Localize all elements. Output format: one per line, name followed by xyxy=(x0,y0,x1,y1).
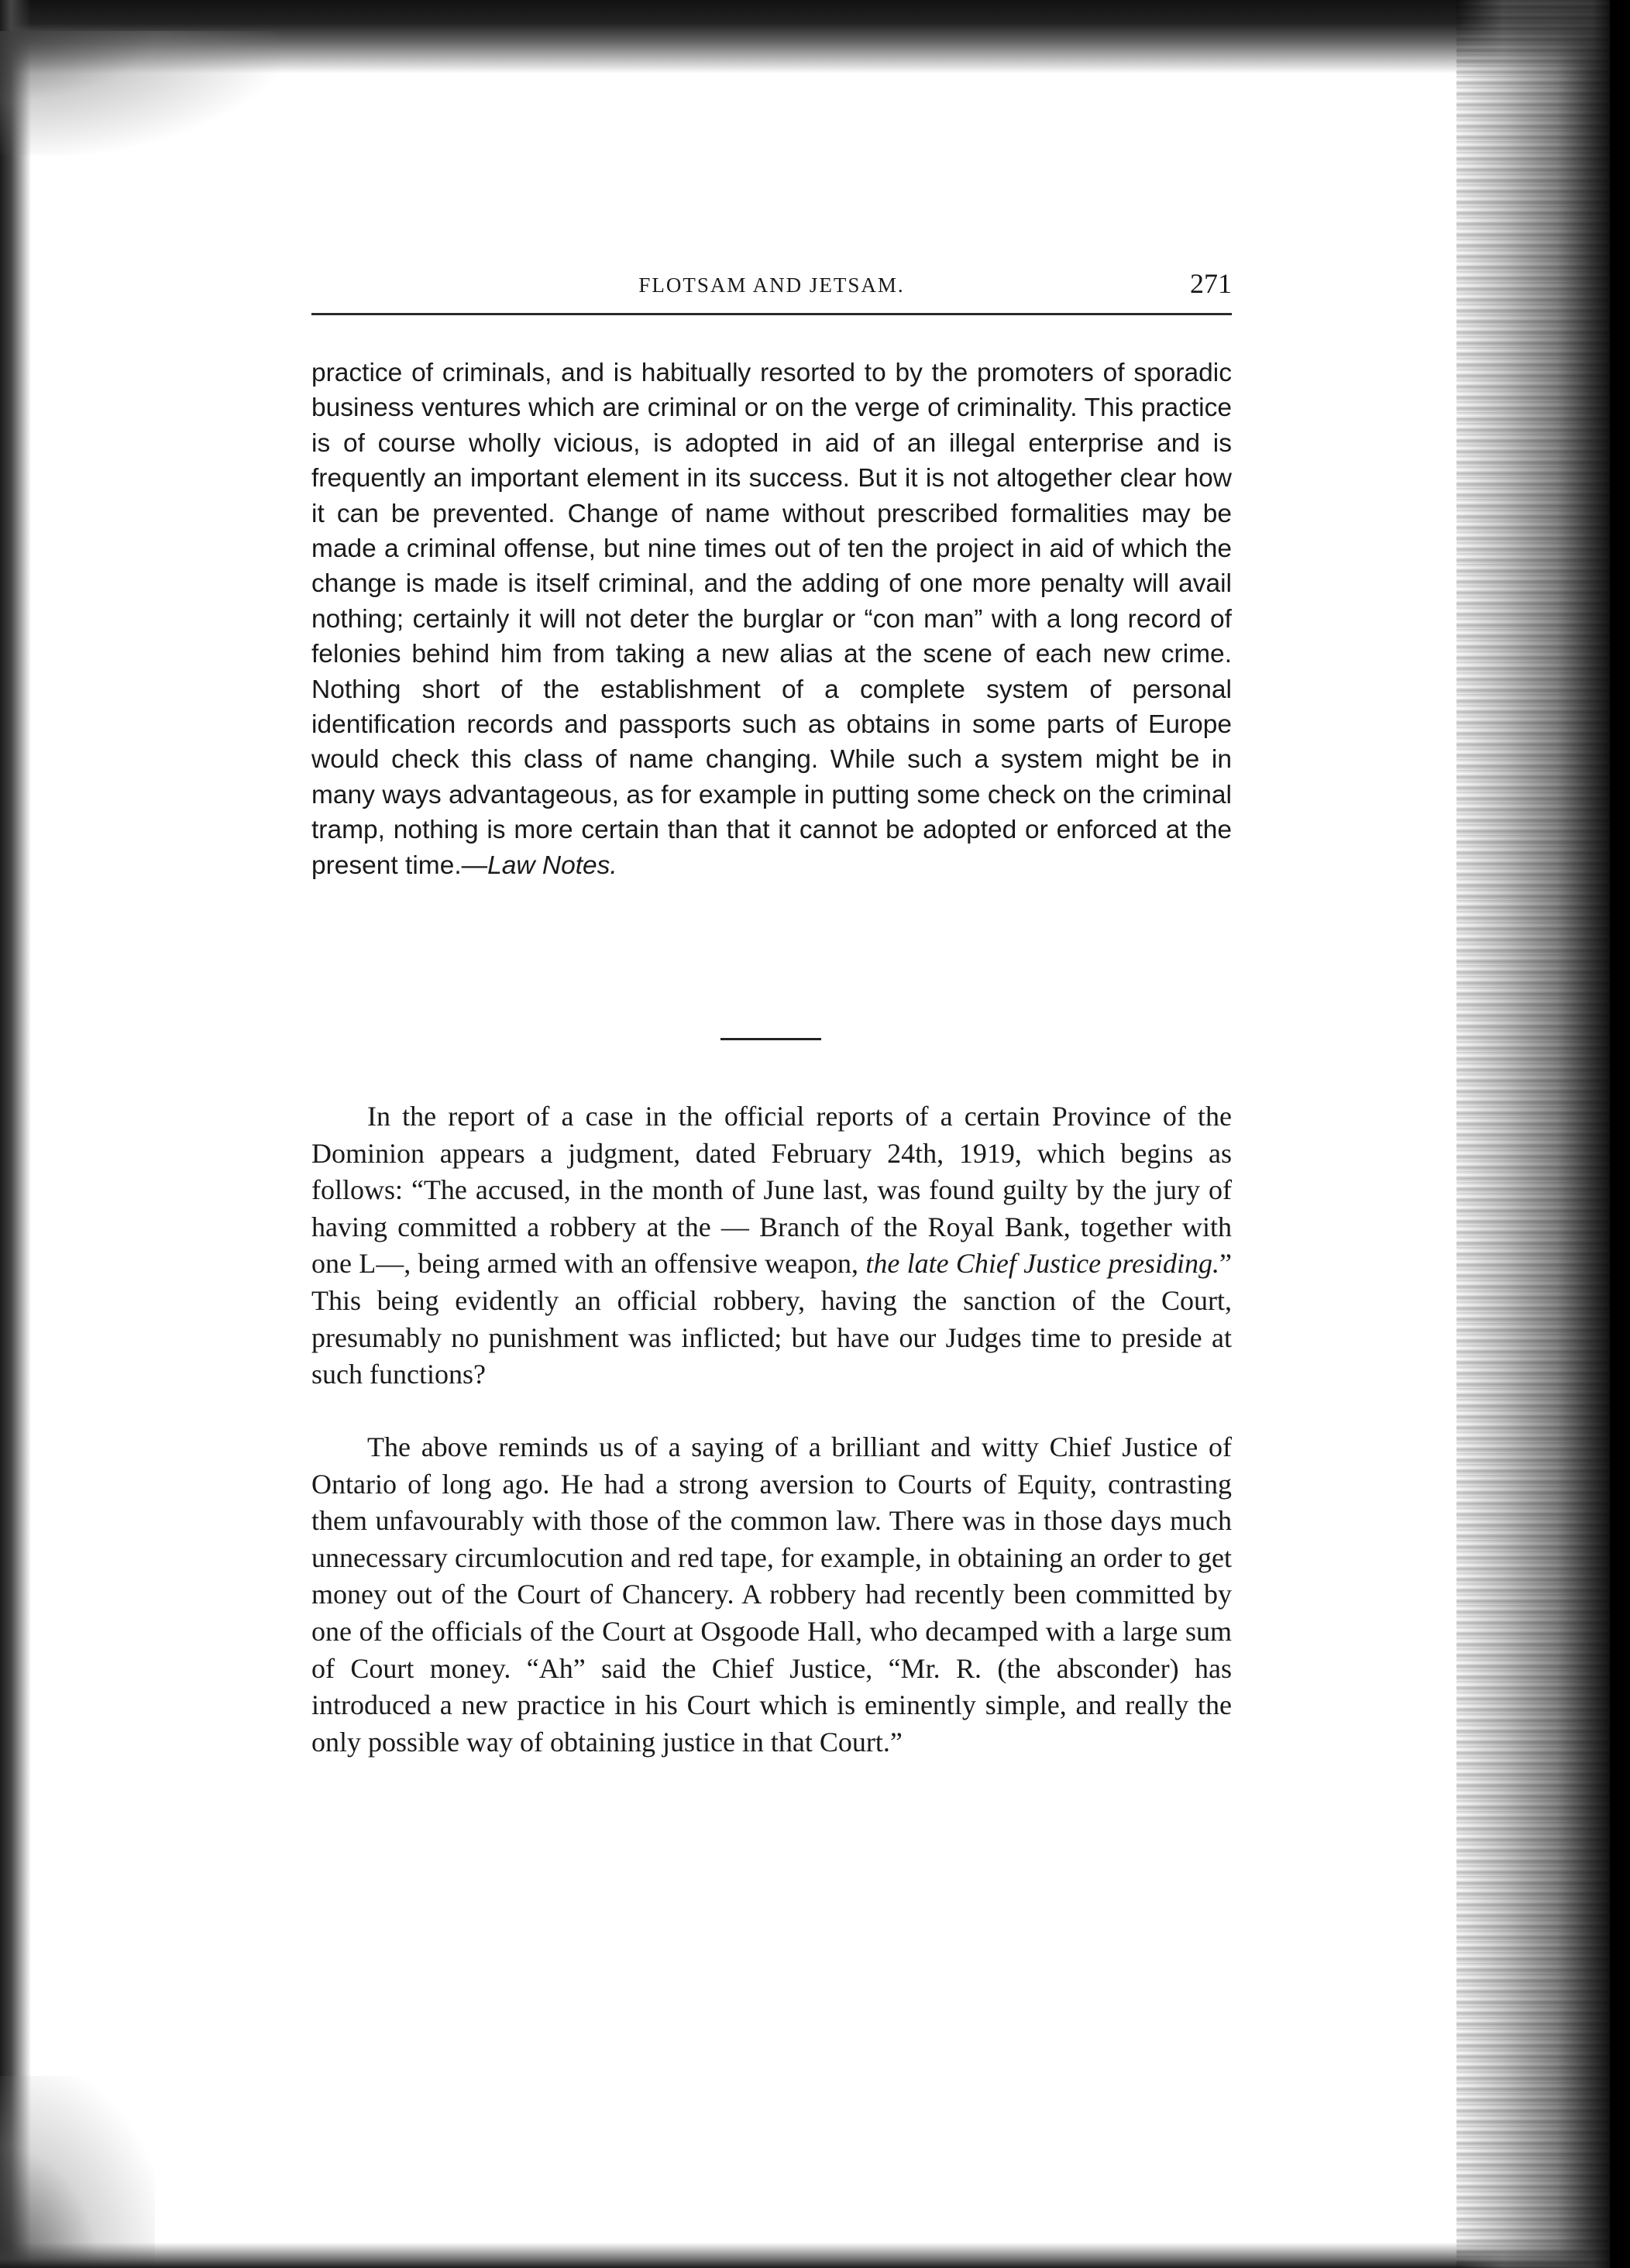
italic-phrase: the late Chief Justice presiding. xyxy=(865,1248,1219,1280)
scan-shadow-left xyxy=(0,0,31,2268)
scan-binding-gutter xyxy=(1456,0,1630,2268)
running-title: FLOTSAM AND JETSAM. xyxy=(638,273,905,297)
header-rule xyxy=(311,313,1232,315)
paragraph-official-robbery xyxy=(311,1098,1232,1393)
paragraph-text: practice of criminals, and is habitually resorted to by the promoters of sporadic business ventures which are criminal or on the verge of criminality. This practice is of course wholly vicious, is adopted in aid of an illegal enterprise and is frequently an important element in its success. But it is not altogether clear how it can be prevented. Change of name without prescribed formalities may be made a criminal offense, but nine times out of ten the project in aid of which the change is made is itself criminal, and the adding of one more penalty will avail nothing; certainly it will not deter the burglar or “con man” with a long record of felonies behind him from taking a new alias at the scene of each new crime. Nothing short of the establishment of a complete system of personal identification records and passports such as obtains in some parts of Europe would check this class of name changing. While such a system might be in many ways advantageous, as for example in putting some check on the criminal tramp, nothing is more certain than that it cannot be adopted or enforced at the present time.— xyxy=(311,359,1232,880)
paragraph-law-notes xyxy=(311,356,1232,883)
scan-binding-edge xyxy=(1610,0,1630,2268)
paragraph-text: The above reminds us of a saying of a brilliant and witty Chief Justice of Ontario of long ago. He had a strong aversion to Courts of Equity, contrasting them unfavourably with those of the common law. There was in those days much unnecessary circumlocution and red tape, for example, in obtaining an order to get money out of the Court of Chancery. A robbery had recently been committed by one of the officials of the Court at Osgoode Hall, who decamped with a large sum of Court money. “Ah” said the Chief Justice, “Mr. R. (the absconder) has introduced a new practice in his Court which is eminently simple, and really the only possible way of obtaining justice in that Court.” xyxy=(311,1431,1232,1758)
paragraph-text: ” This being evidently an official robbery, having the sanction of the Court, presumably no punishment was inflicted; but have our Judges time to preside at such functions? xyxy=(311,1248,1232,1390)
scan-shadow-bottom xyxy=(0,2242,1630,2268)
source-citation: Law Notes. xyxy=(487,850,617,880)
paragraph-text: In the report of a case in the official reports of a certain Province of the Dominion appears a judgment, dated February 24th, 1919, which begins as follows: “The accused, in the month of June last, was found guilty by the jury of having committed a robbery at the — Branch of the Royal Bank, together with one L—, being armed with an offensive weapon, xyxy=(311,1101,1232,1280)
running-head xyxy=(311,267,1232,314)
paragraph-chief-justice xyxy=(311,1429,1232,1761)
page-number: 271 xyxy=(1190,268,1232,299)
section-divider xyxy=(720,1038,821,1040)
scan-shadow-bottom-left xyxy=(0,2076,155,2268)
scan-shadow-corner xyxy=(0,31,279,155)
